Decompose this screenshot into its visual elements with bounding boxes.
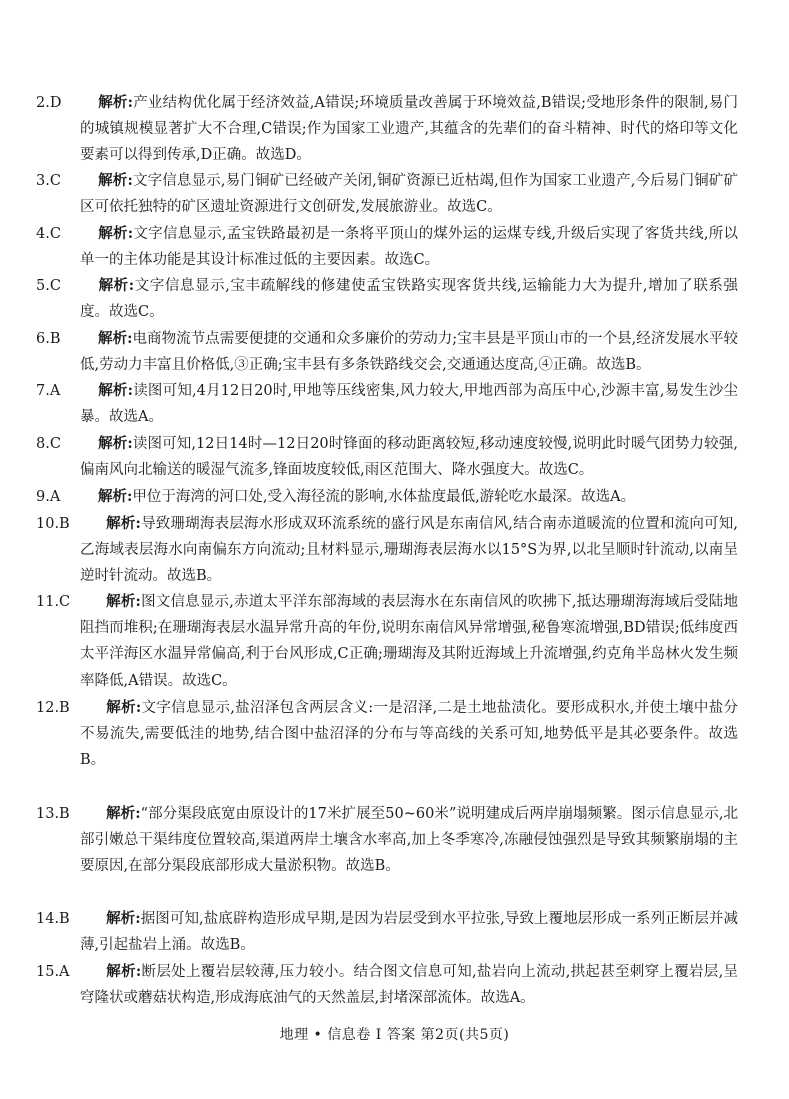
analysis-text: 文字信息显示,孟宝铁路最初是一条将平顶山的煤外运的运煤专线,升级后实现了客货共线,所以单一的主体功能是其设计标准过低的主要因素。故选C。: [80, 226, 738, 269]
analysis-label: 解析:: [106, 805, 141, 822]
analysis-text: 图文信息显示,赤道太平洋东部海域的表层海水在东南信风的吹拂下,抵达珊瑚海海域后受陆地阻挡而堆积;在珊瑚海表层水温异常升高的年份,说明东南信风异常增强,秘鲁寒流增强,BD错误;低纬度西太平洋海区水温异常偏高,利于台风形成,C正确;珊瑚海及其附近海域上升流增强,约克角半岛林火发生频率降低,A错误。故选C。: [80, 594, 738, 689]
analysis-text: 断层处上覆岩层较薄,压力较小。结合图文信息可知,盐岩向上流动,拱起甚至刺穿上覆岩层,呈穹隆状或蘑菇状构造,形成海底油气的天然盖层,封堵深部流体。故选A。: [80, 964, 738, 1007]
question-number: 2.D: [36, 95, 62, 111]
answer-item: [36, 90, 738, 169]
question-number: 11.C: [36, 594, 71, 610]
analysis-label: 解析:: [98, 382, 133, 399]
analysis-text: 电商物流节点需要便捷的交通和众多廉价的劳动力;宝丰县是平顶山市的一个县,经济发展水平较低,劳动力丰富且价格低,③正确;宝丰县有多条铁路线交会,交通通达度高,④正确。故选B。: [80, 331, 738, 374]
analysis-label: 解析:: [106, 699, 142, 716]
answer-paragraph: [36, 484, 738, 510]
answer-paragraph: [36, 90, 738, 169]
analysis-label: 解析:: [98, 172, 133, 189]
question-number: 14.B: [36, 911, 70, 927]
answer-paragraph: [36, 801, 739, 880]
analysis-label: 解析:: [98, 277, 135, 294]
question-number: 7.A: [36, 383, 61, 399]
answer-paragraph: [36, 168, 738, 220]
answer-item: [36, 801, 739, 880]
answer-paragraph: [36, 906, 738, 958]
answer-paragraph: [36, 959, 738, 1011]
analysis-label: 解析:: [98, 488, 133, 505]
answer-item: [36, 431, 738, 483]
analysis-text: 读图可知,4月12日20时,甲地等压线密集,风力较大,甲地西部为高压中心,沙源丰富,易发生沙尘暴。故选A。: [80, 383, 738, 426]
answer-item: [36, 511, 738, 590]
question-number: 13.B: [36, 806, 70, 822]
analysis-label: 解析:: [106, 963, 142, 980]
question-number: 15.A: [36, 964, 70, 980]
analysis-label: 解析:: [106, 910, 141, 927]
answer-item: [36, 695, 738, 774]
answer-item: [36, 906, 738, 958]
analysis-label: 解析:: [98, 330, 133, 347]
page-footer: 地理 • 信息卷 Ⅰ 答案 第2页(共5页): [279, 1027, 510, 1043]
answer-paragraph: [36, 695, 738, 774]
question-number: 9.A: [36, 489, 61, 505]
analysis-text: 导致珊瑚海表层海水形成双环流系统的盛行风是东南信风,结合南赤道暖流的位置和流向可知,乙海域表层海水向南偏东方向流动;且材料显示,珊瑚海表层海水以15°S为界,以北呈顺时针流动,以南呈逆时针流动。故选B。: [80, 516, 738, 585]
question-number: 4.C: [36, 226, 61, 242]
question-number: 3.C: [36, 173, 61, 189]
answer-item: [36, 168, 738, 220]
answer-paragraph: [36, 273, 738, 325]
answer-item: [36, 959, 738, 1011]
analysis-label: 解析:: [98, 94, 133, 111]
answer-paragraph: [36, 589, 738, 694]
question-number: 5.C: [36, 278, 61, 294]
answer-item: [36, 589, 738, 694]
analysis-label: 解析:: [98, 435, 133, 452]
answer-item: [36, 484, 738, 510]
answer-item: [36, 273, 738, 325]
question-number: 10.B: [36, 516, 70, 532]
question-number: 12.B: [36, 700, 70, 716]
analysis-text: 文字信息显示,易门铜矿已经破产关闭,铜矿资源已近枯竭,但作为国家工业遗产,今后易门铜矿矿区可依托独特的矿区遗址资源进行文创研发,发展旅游业。故选C。: [80, 173, 738, 216]
answer-paragraph: [36, 511, 738, 590]
analysis-label: 解析:: [106, 593, 141, 610]
analysis-text: 读图可知,12日14时—12日20时锋面的移动距离较短,移动速度较慢,说明此时暖气团势力较强,偏南风向北输送的暖湿气流多,锋面坡度较低,雨区范围大、降水强度大。故选C。: [80, 436, 738, 479]
analysis-text: “部分渠段底宽由原设计的17米扩展至50~60米”说明建成后两岸崩塌频繁。图示信息显示,北部引嫩总干渠纬度位置较高,渠道两岸土壤含水率高,加上冬季寒冷,冻融侵蚀强烈是导致其频繁崩塌的主要原因,在部分渠段底部形成大量淤积物。故选B。: [80, 806, 739, 875]
answer-item: [36, 326, 738, 378]
analysis-text: 文字信息显示,盐沼泽包含两层含义:一是沼泽,二是土地盐渍化。要形成积水,并使土壤中盐分不易流失,需要低洼的地势,结合图中盐沼泽的分布与等高线的关系可知,地势低平是其必要条件。故选B。: [80, 700, 738, 769]
analysis-text: 产业结构优化属于经济效益,A错误;环境质量改善属于环境效益,B错误;受地形条件的限制,易门的城镇规模显著扩大不合理,C错误;作为国家工业遗产,其蕴含的先辈们的奋斗精神、时代的烙印等文化要素可以得到传承,D正确。故选D。: [80, 95, 738, 164]
question-number: 6.B: [36, 331, 61, 347]
analysis-label: 解析:: [106, 515, 141, 532]
analysis-text: 甲位于海湾的河口处,受入海径流的影响,水体盐度最低,游轮吃水最深。故选A。: [132, 489, 636, 505]
analysis-text: 据图可知,盐底辟构造形成早期,是因为岩层受到水平拉张,导致上覆地层形成一系列正断层并减薄,引起盐岩上涌。故选B。: [80, 911, 738, 954]
analysis-text: 文字信息显示,宝丰疏解线的修建使孟宝铁路实现客货共线,运输能力大为提升,增加了联系强度。故选C。: [80, 278, 738, 321]
answer-paragraph: [36, 221, 738, 273]
answer-paragraph: [36, 378, 738, 430]
answer-paragraph: [36, 326, 738, 378]
answer-item: [36, 378, 738, 430]
question-number: 8.C: [36, 436, 61, 452]
analysis-label: 解析:: [98, 225, 134, 242]
answer-paragraph: [36, 431, 738, 483]
answer-item: [36, 221, 738, 273]
